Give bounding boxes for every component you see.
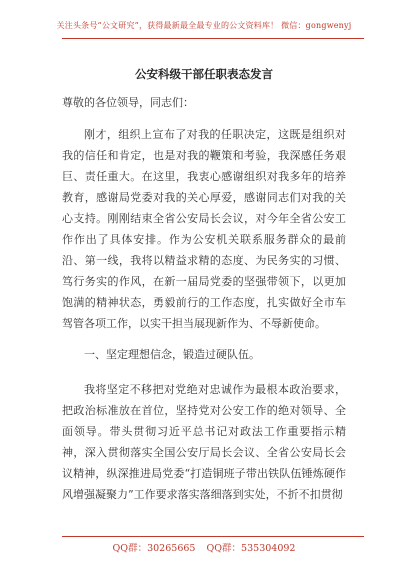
qq-group-1: QQ群：30265665 xyxy=(112,543,196,554)
footer-divider xyxy=(62,536,364,537)
footer xyxy=(0,540,408,554)
paragraph-1: 刚才，组织上宣布了对我的任职决定，这既是组织对我的信任和肯定，也是对我的鞭策和考验，我深感任务艰巨、责任重大。在这里，我衷心感谢组织对我多年的培养教育，感谢局党委对我的关心厚爱，感谢同志们对我的关心支持。刚刚结束全省公安局长会议，对今年全省公安工作作出了具体安排。作为公安机关联系服务群众的最前沿、第一线，我将以精益求精的态度、为民务实的习惯、笃行务实的作风，在新一届局党委的坚强带领下，以更加饱满的精神状态，勇毅前行的工作态度，扎实做好全市车驾管各项工作，以实干担当展现新作为、不辱新使命。 xyxy=(62,128,346,330)
document-body xyxy=(62,92,346,515)
section-1-heading: 一、坚定理想信念，锻造过硬队伍。 xyxy=(84,348,260,361)
header-divider xyxy=(62,38,364,39)
document-title: 公安科级干部任职表态发言 xyxy=(135,67,273,81)
header-banner: 关注头条号“公文研究”，获得最新最全最专业的公文资料库！ 微信：gongwenyj xyxy=(56,21,352,30)
qq-group-2: QQ群：535304092 xyxy=(206,543,296,554)
greeting: 尊敬的各位领导，同志们： xyxy=(62,96,194,109)
paragraph-2: 我将坚定不移把对党绝对忠诚作为最根本政治要求，把政治标准放在首位，坚持党对公安工作的绝对领导、全面领导。带头贯彻习近平总书记对政法工作重要指示精神，深入贯彻落实全国公安厅局长会议、全省公安局长会议精神，纵深推进局党委“打造铜班子带出铁队伍锤炼硬作风增强凝聚力”工作要求落实落细落到实处，不折不扣贯彻 xyxy=(62,383,346,501)
